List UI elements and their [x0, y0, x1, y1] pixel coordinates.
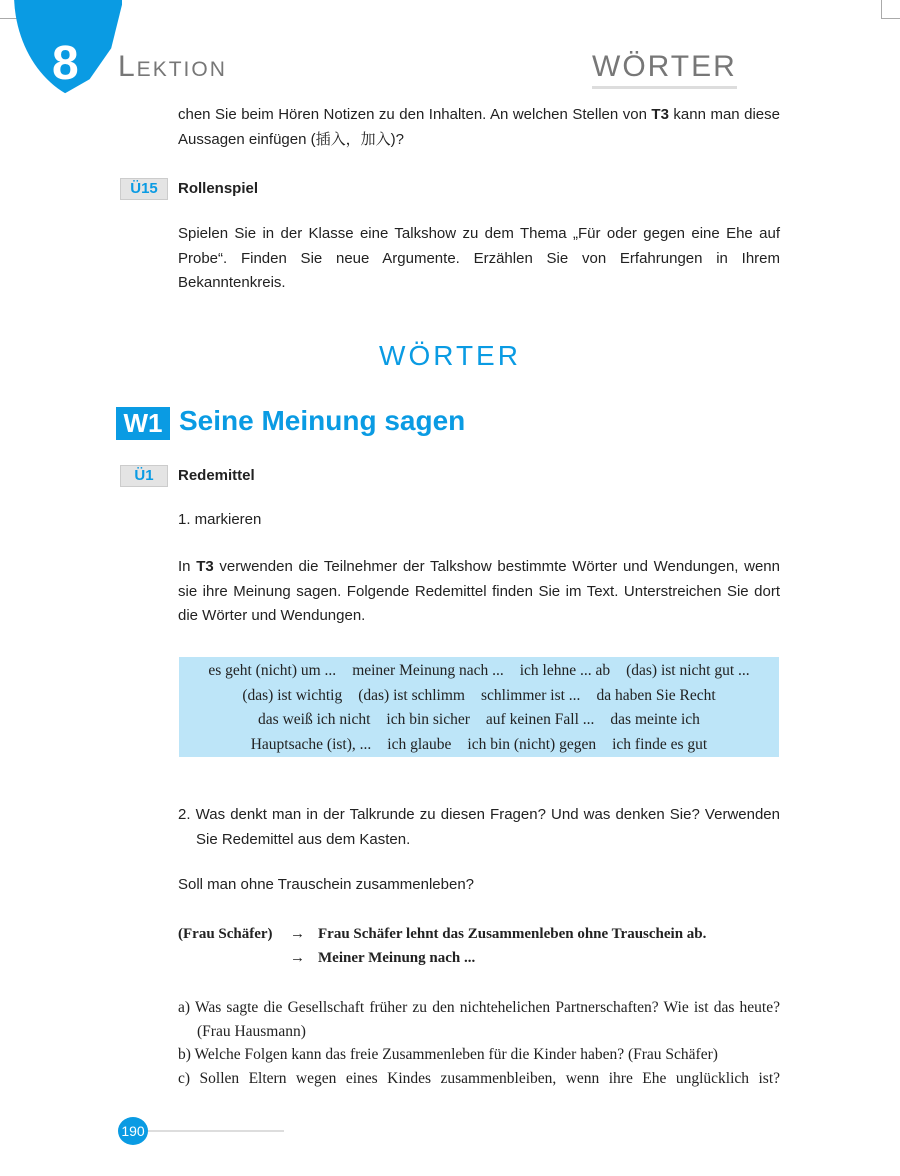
- phrase: ich finde es gut: [612, 735, 708, 753]
- phrase: (das) ist nicht gut ...: [626, 662, 750, 679]
- crop-mark: [881, 0, 900, 19]
- unit-tag: W1: [116, 407, 170, 440]
- phrase-row: [179, 708, 779, 733]
- arrow-icon: →: [290, 926, 305, 942]
- unit-title: Seine Meinung sagen: [179, 405, 466, 436]
- chapter-number: 8: [52, 37, 79, 90]
- phrase: meiner Meinung nach ...: [352, 662, 504, 679]
- arrow-icon: →: [290, 950, 305, 966]
- item-label: b): [178, 1046, 191, 1063]
- item-text: Was sagte die Gesellschaft früher zu den nichtehelichen Partnerschaften? Wie ist das heute? (Frau Hausmann): [194, 999, 780, 1040]
- phrase: ich bin (nicht) gegen: [467, 735, 597, 753]
- step-2: 2. Was denkt man in der Talkrunde zu diesen Fragen? Und was denken Sie? Verwenden Sie Redemittel aus dem Kasten.: [178, 806, 780, 848]
- phrase: (das) ist wichtig: [242, 686, 343, 704]
- intro-paragraph: chen Sie beim Hören Notizen zu den Inhalten. An welchen Stellen von T3 kann man diese Aussagen einfügen (插入，加入)?: [178, 106, 780, 148]
- question: Soll man ohne Trauschein zusammenleben?: [178, 876, 475, 893]
- phrase-box: [179, 657, 779, 757]
- phrase: das meinte ich: [610, 711, 700, 728]
- phrase: ich bin sicher: [386, 711, 470, 728]
- example-line: Frau Schäfer lehnt das Zusammenleben ohne Trauschein ab.: [318, 926, 707, 942]
- page-number: 190: [118, 1117, 148, 1145]
- phrase-row: [179, 684, 779, 709]
- phrase: das weiß ich nicht: [258, 711, 371, 728]
- item-text: Sollen Eltern wegen eines Kindes zusammenbleiben, wenn ihre Ehe unglücklich ist?: [199, 1069, 781, 1087]
- exercise-text: Spielen Sie in der Klasse eine Talkshow zu dem Thema „Für oder gegen eine Ehe auf Probe“. Finden Sie neue Argumente. Erzählen Sie von Erfahrungen in Ihrem Bekanntenkreis.: [178, 225, 780, 291]
- phrase: schlimmer ist ...: [480, 686, 581, 704]
- instruction-paragraph: In T3 verwenden die Teilnehmer der Talkshow bestimmte Wörter und Wendungen, wenn sie ihre Meinung sagen. Folgende Redemittel finden Sie im Text. Unterstreichen Sie dort die Wörter und Wendungen.: [178, 558, 780, 624]
- phrase: ich lehne ... ab: [519, 662, 611, 679]
- phrase: es geht (nicht) um ...: [208, 662, 337, 679]
- item-label: a): [178, 999, 191, 1016]
- exercise-tag: Ü1: [120, 465, 168, 487]
- phrase-row: [179, 659, 779, 684]
- chapter-label: Lektion: [118, 50, 227, 83]
- exercise-tag: Ü15: [120, 178, 168, 200]
- exercise-title: Redemittel: [178, 467, 255, 484]
- phrase: da haben Sie Recht: [596, 686, 716, 704]
- footer-rule: [148, 1130, 284, 1132]
- list-item: [178, 1067, 780, 1091]
- item-text: Welche Folgen kann das freie Zusammenleben für die Kinder haben? (Frau Schäfer): [194, 1046, 718, 1063]
- phrase: auf keinen Fall ...: [485, 711, 595, 728]
- exercise-title: Rollenspiel: [178, 180, 259, 197]
- step-1: 1. markieren: [178, 511, 262, 528]
- phrase-row: [179, 733, 779, 758]
- list-item: [178, 996, 780, 1043]
- phrase: (das) ist schlimm: [358, 686, 465, 704]
- question-list: [178, 996, 780, 1090]
- section-title: WÖRTER: [379, 340, 521, 371]
- example-speaker: (Frau Schäfer): [178, 926, 273, 942]
- list-item: [178, 1043, 780, 1067]
- example-line: Meiner Meinung nach ...: [318, 950, 476, 966]
- phrase: Hauptsache (ist), ...: [250, 735, 372, 753]
- item-label: c): [178, 1069, 191, 1087]
- running-header: WÖRTER: [592, 50, 737, 89]
- phrase: ich glaube: [387, 735, 452, 753]
